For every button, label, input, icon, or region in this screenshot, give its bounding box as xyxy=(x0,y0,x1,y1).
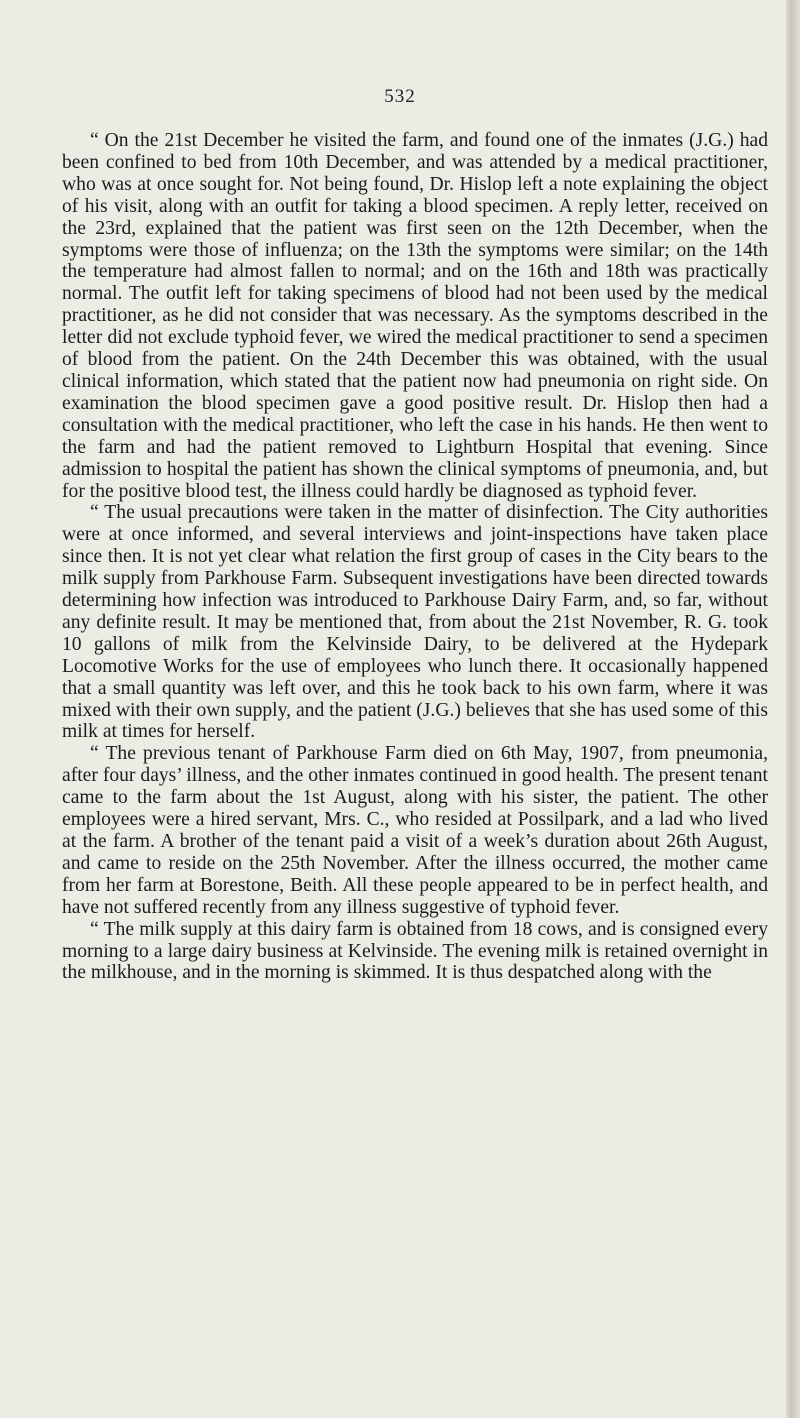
paragraph-3: “ The previous tenant of Parkhouse Farm died on 6th May, 1907, from pneumonia, after four days’ illness, and the other inmates continued in good health. The present tenant came to the farm about the 1st August, along with his sister, the patient. The other employees were a hired servant, Mrs. C., who resided at Possilpark, and a lad who lived at the farm. A brother of the tenant paid a visit of a week’s duration about 26th August, and came to reside on the 25th November. After the illness occurred, the mother came from her farm at Borestone, Beith. All these people appeared to be in perfect health, and have not suffered recently from any illness suggestive of typhoid fever. xyxy=(62,743,768,918)
paragraph-4: “ The milk supply at this dairy farm is obtained from 18 cows, and is consigned every morning to a large dairy business at Kelvinside. The evening milk is retained overnight in the milkhouse, and in the morning is skimmed. It is thus despatched along with the xyxy=(62,918,768,984)
paragraph-2: “ The usual precautions were taken in the matter of disinfection. The City authorities were at once informed, and several interviews and joint-inspections have taken place since then. It is not yet clear what relation the first group of cases in the City bears to the milk supply from Parkhouse Farm. Subsequent investigations have been directed towards determining how infection was introduced to Parkhouse Dairy Farm, and, so far, without any definite result. It may be mentioned that, from about the 21st November, R. G. took 10 gallons of milk from the Kelvinside Dairy, to be delivered at the Hydepark Locomotive Works for the use of employees who lunch there. It occasionally happened that a small quantity was left over, and this he took back to his own farm, where it was mixed with their own supply, and the patient (J.G.) believes that she has used some of this milk at times for herself. xyxy=(62,502,768,743)
page-edge xyxy=(786,0,800,1418)
body-text xyxy=(62,130,768,984)
page-number: 532 xyxy=(384,86,416,107)
paragraph-1: “ On the 21st December he visited the farm, and found one of the inmates (J.G.) had been confined to bed from 10th December, and was attended by a medical practitioner, who was at once sought for. Not being found, Dr. Hislop left a note explaining the object of his visit, along with an outfit for taking a blood specimen. A reply letter, received on the 23rd, explained that the patient was first seen on the 12th December, when the symptoms were those of influenza; on the 13th the symptoms were similar; on the 14th the temperature had almost fallen to normal; and on the 16th and 18th was practically normal. The outfit left for taking specimens of blood had not been used by the medical practitioner, as he did not consider that was necessary. As the symptoms described in the letter did not exclude typhoid fever, we wired the medical practitioner to send a specimen of blood from the patient. On the 24th December this was obtained, with the usual clinical information, which stated that the patient now had pneumonia on right side. On examination the blood specimen gave a good positive result. Dr. Hislop then had a consultation with the medical practitioner, who left the case in his hands. He then went to the farm and had the patient removed to Lightburn Hospital that evening. Since admission to hospital the patient has shown the clinical symptoms of pneumonia, and, but for the positive blood test, the illness could hardly be diagnosed as typhoid fever. xyxy=(62,130,768,502)
